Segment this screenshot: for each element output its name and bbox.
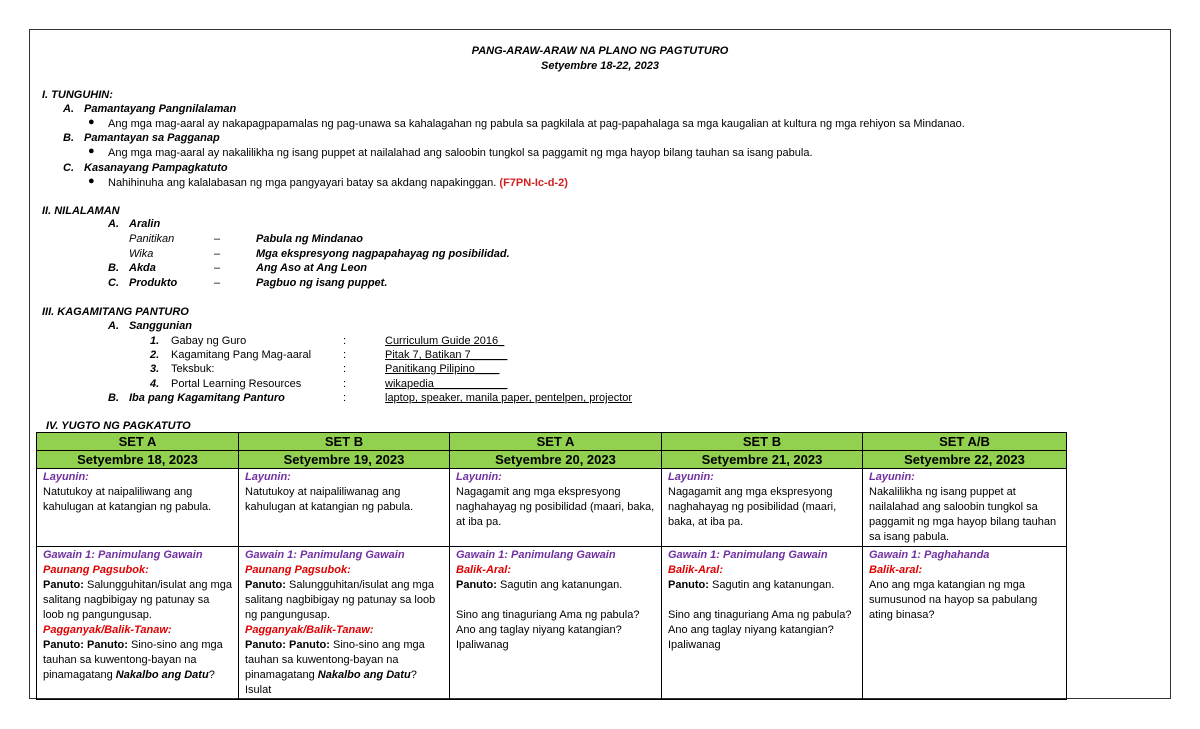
question: Sino ang tinaguriang Ama ng pabula? <box>668 609 852 621</box>
gawain-text <box>43 578 232 623</box>
gawain-subheading: Paunang Pagsubok: <box>245 564 351 576</box>
sanggunian-value: Pitak 7, Batikan 7______ <box>385 349 508 361</box>
section-nilalaman-heading: II. NILALAMAN <box>42 205 120 217</box>
colon: : <box>343 335 347 347</box>
layunin-row <box>37 469 1067 547</box>
date-header-row <box>37 451 1067 469</box>
bullet-icon: ● <box>88 145 95 157</box>
panuto-text: Sino-sino ang mga tauhan sa kuwentong-bayan na pinamagatang <box>245 639 425 681</box>
document-title: PANG-ARAW-ARAW NA PLANO NG PAGTUTURO <box>471 45 729 57</box>
question: Ipaliwanag <box>668 639 721 651</box>
set-header-row <box>37 433 1067 451</box>
tunguhin-c-text <box>108 176 568 190</box>
layunin-label: Layunin: <box>245 471 291 483</box>
panuto-label: Panuto: <box>456 579 497 591</box>
kagamitan-b-label: B. <box>108 392 119 404</box>
date-header: Setyembre 19, 2023 <box>239 451 450 469</box>
gawain-text <box>245 578 443 623</box>
panuto-text: Salungguhitan/isulat ang mga salitang nagbibigay ng patunay sa loob ng pangungusap. <box>245 579 436 621</box>
sanggunian-num: 3. <box>150 363 160 375</box>
set-header: SET B <box>662 433 863 451</box>
gawain-subheading: Pagganyak/Balik-Tanaw: <box>43 624 172 636</box>
layunin-text: Nakalilikha ng isang puppet at nailalahad ang saloobin tungkol sa paggamit ng mga hayop bilang tauhan sa isang pabula. <box>869 486 1057 543</box>
lesson-plan-table <box>36 432 1067 700</box>
tunguhin-c-label: C. <box>63 162 74 174</box>
gawain-subheading: Pagganyak/Balik-Tanaw: <box>245 624 374 636</box>
date-header: Setyembre 18, 2023 <box>37 451 239 469</box>
gawain-subheading: Balik-Aral: <box>668 564 724 576</box>
panuto-label: Panuto: <box>245 579 286 591</box>
tunguhin-a-text: Ang mga mag-aaral ay nakapagpapamalas ng pag-unawa sa kahalagahan ng pabula sa pagkilala at pag-papahalaga sa mga kaugalian at kultura ng mga rehiyon sa Mindanao. <box>108 118 965 130</box>
panuto-text: Sagutin ang katanungan. <box>708 579 835 591</box>
date-header: Setyembre 22, 2023 <box>863 451 1067 469</box>
panitikan-value: Pabula ng Mindanao <box>256 233 363 245</box>
layunin-cell <box>37 469 239 547</box>
sanggunian-value: Panitikang Pilipino____ <box>385 363 500 375</box>
produkto-value: Pagbuo ng isang puppet. <box>256 277 388 289</box>
panuto-label: Panuto: <box>43 579 84 591</box>
layunin-cell <box>863 469 1067 547</box>
tunguhin-a-title: Pamantayang Pangnilalaman <box>84 103 237 115</box>
colon: : <box>343 392 347 404</box>
layunin-label: Layunin: <box>869 471 915 483</box>
panuto-text: Sagutin ang katanungan. <box>496 579 623 591</box>
tunguhin-a-label: A. <box>63 103 74 115</box>
gawain-text <box>456 578 655 593</box>
nilalaman-c-label: C. <box>108 277 119 289</box>
panuto-text: Sino-sino ang mga tauhan sa kuwentong-bayan na pinamagatang <box>43 639 223 681</box>
gawain-cell <box>863 547 1067 700</box>
layunin-text: Natutukoy at naipaliliwang ang kahulugan at katangian ng pabula. <box>43 486 212 513</box>
panuto-end: ? Isulat <box>245 669 417 696</box>
question: Ipaliwanag <box>456 639 509 651</box>
bullet-icon: ● <box>88 175 95 187</box>
sanggunian-num: 4. <box>150 378 160 390</box>
panitikan-label: Panitikan <box>129 233 175 245</box>
kagamitan-a-label: A. <box>108 320 119 332</box>
colon: : <box>343 363 347 375</box>
gawain-cell <box>37 547 239 700</box>
tunguhin-c-text-body: Nahihinuha ang kalalabasan ng mga pangyayari batay sa akdang napakinggan. <box>108 177 497 189</box>
layunin-text: Natutukoy at naipaliliwanag ang kahulugan at katangian ng pabula. <box>245 486 414 513</box>
layunin-text: Nagagamit ang mga ekspresyong naghahayag ng posibilidad (maari, baka, at iba pa. <box>456 486 655 528</box>
competency-code: (F7PN-Ic-d-2) <box>499 177 568 189</box>
layunin-label: Layunin: <box>668 471 714 483</box>
gawain-text: Ano ang mga katangian ng mga sumusunod na hayop sa pabulang ating binasa? <box>869 579 1038 621</box>
sanggunian-label: Kagamitang Pang Mag-aaral <box>171 349 312 361</box>
gawain-cell <box>239 547 450 700</box>
gawain-row <box>37 547 1067 700</box>
dash: – <box>214 248 221 260</box>
tunguhin-b-title: Pamantayan sa Pagganap <box>84 132 220 144</box>
layunin-text: Nagagamit ang mga ekspresyong naghahayag ng posibilidad (maari, baka, at iba pa. <box>668 486 837 528</box>
set-header: SET A <box>37 433 239 451</box>
panuto-label: Panuto: Panuto: <box>43 639 128 651</box>
nilalaman-a-title: Aralin <box>129 218 161 230</box>
kagamitan-b-title: Iba pang Kagamitang Panturo <box>129 392 285 404</box>
gawain-title: Gawain 1: Panimulang Gawain <box>668 549 828 561</box>
layunin-cell <box>239 469 450 547</box>
set-header: SET A/B <box>863 433 1067 451</box>
sanggunian-num: 1. <box>150 335 160 347</box>
question: Ano ang taglay niyang katangian? <box>456 624 622 636</box>
layunin-cell <box>662 469 863 547</box>
gawain-title: Gawain 1: Panimulang Gawain <box>43 549 203 561</box>
wika-label: Wika <box>129 248 154 260</box>
section-tunguhin-heading: I. TUNGUHIN: <box>42 89 113 101</box>
produkto-label: Produkto <box>129 277 178 289</box>
spacer <box>456 593 655 608</box>
panuto-label: Panuto: Panuto: <box>245 639 330 651</box>
tunguhin-c-title: Kasanayang Pampagkatuto <box>84 162 228 174</box>
sanggunian-label: Portal Learning Resources <box>171 378 302 390</box>
spacer <box>668 593 856 608</box>
gawain-subheading: Paunang Pagsubok: <box>43 564 149 576</box>
nilalaman-b-label: B. <box>108 262 119 274</box>
wika-value: Mga ekspresyong nagpapahayag ng posibilidad. <box>256 248 510 260</box>
bullet-icon: ● <box>88 116 95 128</box>
layunin-label: Layunin: <box>456 471 502 483</box>
akda-label: Akda <box>129 262 156 274</box>
story-title: Nakalbo ang Datu <box>115 669 209 681</box>
date-header: Setyembre 21, 2023 <box>662 451 863 469</box>
dash: – <box>214 262 221 274</box>
kagamitan-a-title: Sanggunian <box>129 320 192 332</box>
date-header: Setyembre 20, 2023 <box>450 451 662 469</box>
akda-value: Ang Aso at Ang Leon <box>256 262 368 274</box>
question: Sino ang tinaguriang Ama ng pabula? <box>456 609 640 621</box>
sanggunian-value: wikapedia____________ <box>385 378 508 390</box>
gawain-text <box>245 638 443 698</box>
gawain-cell <box>450 547 662 700</box>
sanggunian-label: Gabay ng Guro <box>171 335 247 347</box>
set-header: SET A <box>450 433 662 451</box>
section-kagamitan-heading: III. KAGAMITANG PANTURO <box>42 306 189 318</box>
gawain-title: Gawain 1: Panimulang Gawain <box>245 549 405 561</box>
set-header: SET B <box>239 433 450 451</box>
layunin-cell <box>450 469 662 547</box>
gawain-title: Gawain 1: Panimulang Gawain <box>456 549 616 561</box>
sanggunian-value: Curriculum Guide 2016_ <box>385 335 505 347</box>
sanggunian-num: 2. <box>150 349 160 361</box>
nilalaman-a-label: A. <box>108 218 119 230</box>
gawain-subheading: Balik-Aral: <box>456 564 512 576</box>
tunguhin-b-label: B. <box>63 132 74 144</box>
document-date: Setyembre 18-22, 2023 <box>540 60 660 72</box>
gawain-cell <box>662 547 863 700</box>
colon: : <box>343 349 347 361</box>
layunin-label: Layunin: <box>43 471 89 483</box>
panuto-text: Salungguhitan/isulat ang mga salitang nagbibigay ng patunay sa loob ng pangungusap. <box>43 579 232 621</box>
kagamitan-b-value: laptop, speaker, manila paper, pentelpen, projector <box>385 392 633 404</box>
gawain-text <box>43 638 232 683</box>
sanggunian-label: Teksbuk: <box>171 363 215 375</box>
colon: : <box>343 378 347 390</box>
gawain-text <box>668 578 856 593</box>
dash: – <box>214 233 221 245</box>
dash: – <box>214 277 221 289</box>
story-title: Nakalbo ang Datu <box>317 669 411 681</box>
gawain-subheading: Balik-aral: <box>869 564 923 576</box>
section-yugto-heading: IV. YUGTO NG PAGKATUTO <box>46 420 191 432</box>
panuto-label: Panuto: <box>668 579 709 591</box>
tunguhin-b-text: Ang mga mag-aaral ay nakalilikha ng isang puppet at nailalahad ang saloobin tungkol sa paggamit ng mga hayop bilang tauhan sa isang pabula. <box>108 147 813 159</box>
panuto-end: ? <box>208 669 215 681</box>
gawain-title: Gawain 1: Paghahanda <box>869 549 990 561</box>
question: Ano ang taglay niyang katangian? <box>668 624 834 636</box>
